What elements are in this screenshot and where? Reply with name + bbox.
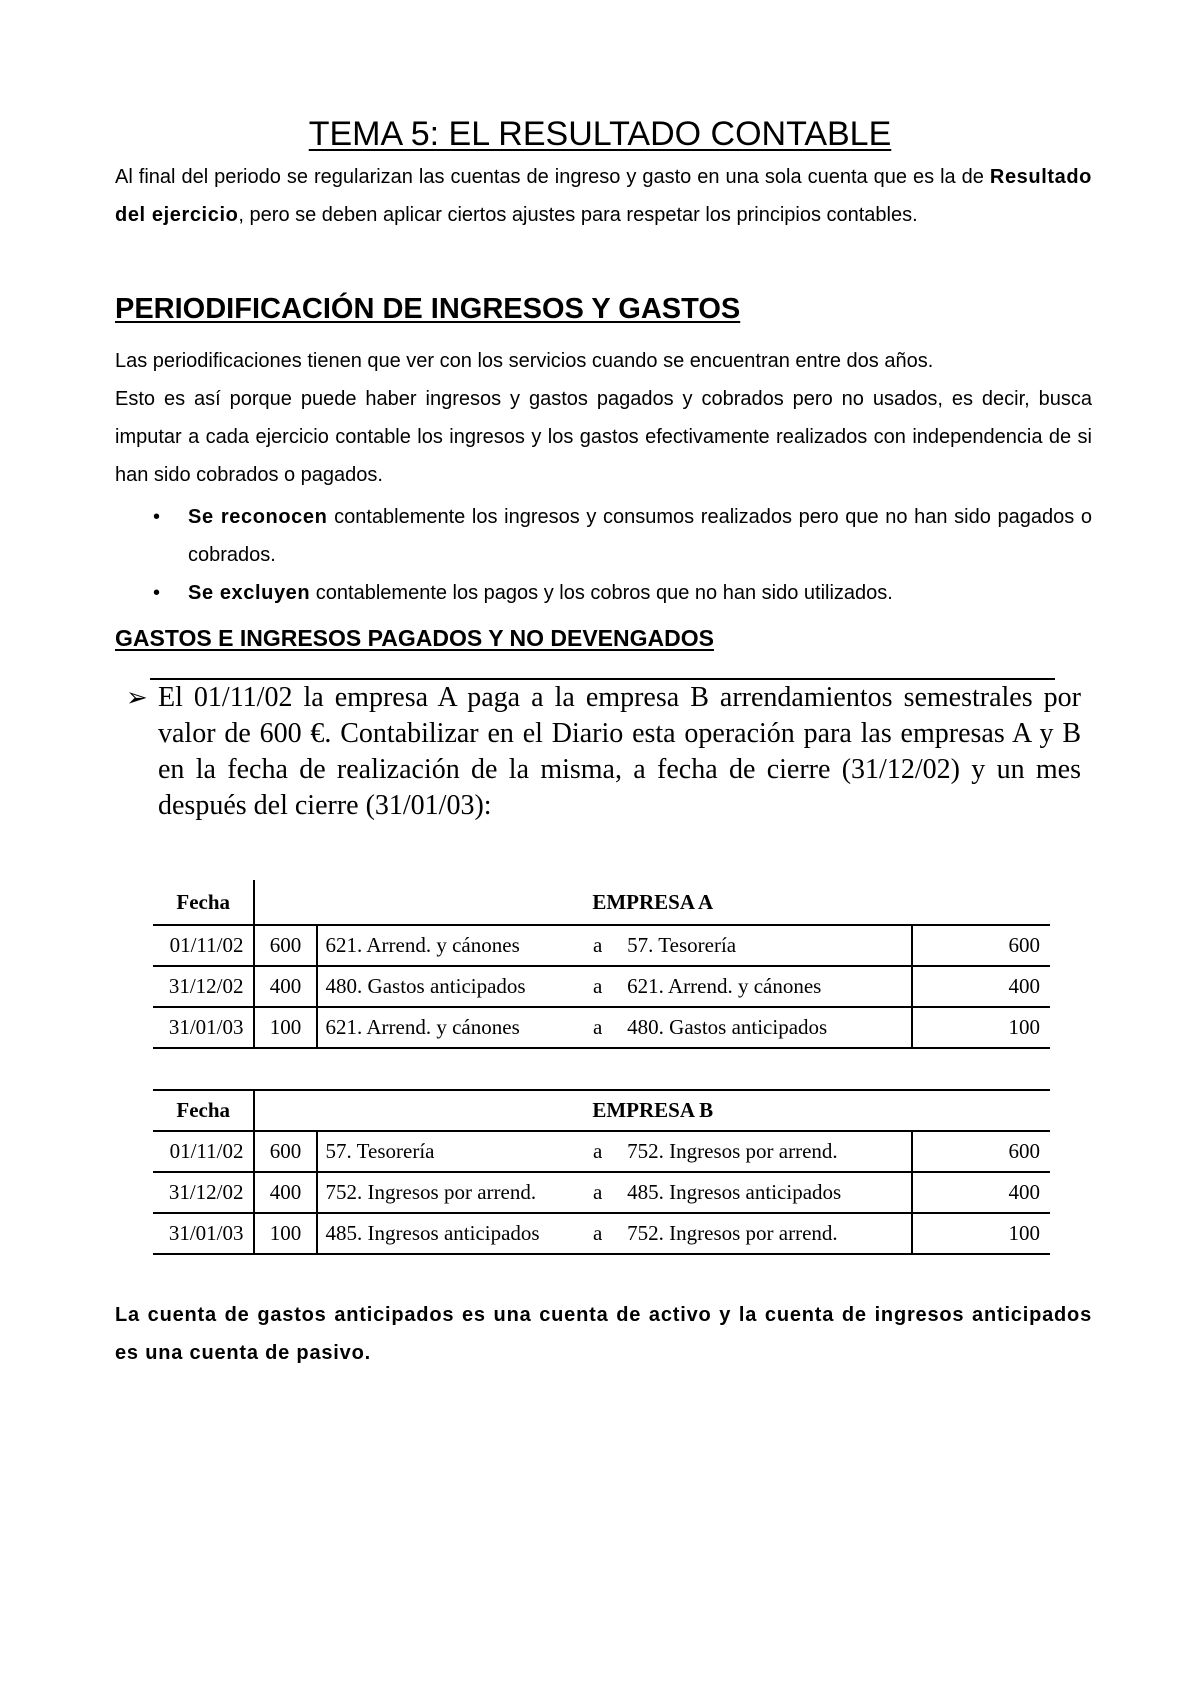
- table-row: [153, 925, 1050, 966]
- cell-total: 600: [912, 1131, 1050, 1172]
- table-row: [153, 966, 1050, 1007]
- table-header-row: [153, 880, 1050, 925]
- intro-paragraph: [115, 158, 1092, 234]
- bullet-icon: •: [153, 506, 161, 528]
- cell-amount: 100: [254, 1213, 316, 1254]
- section1-paragraph-1: Las periodificaciones tienen que ver con los servicios cuando se encuentran entre dos años.: [115, 350, 934, 372]
- cell-total: 600: [912, 925, 1050, 966]
- cell-credit-account: 752. Ingresos por arrend.: [627, 1131, 912, 1172]
- cell-fecha: 01/11/02: [153, 925, 254, 966]
- column-header-empresa: EMPRESA B: [254, 1090, 1050, 1131]
- section-heading-gastos-ingresos: GASTOS E INGRESOS PAGADOS Y NO DEVENGADOS: [115, 625, 714, 651]
- journal-table-empresa-a: [153, 880, 1050, 1049]
- intro-bold-term: Resultado del ejercicio: [115, 166, 1092, 226]
- cell-total: 100: [912, 1007, 1050, 1048]
- cell-total: 100: [912, 1213, 1050, 1254]
- cell-debit-account: 621. Arrend. y cánones: [317, 1007, 593, 1048]
- section1-paragraph-2: Esto es así porque puede haber ingresos y gastos pagados y cobrados pero no usados, es decir, busca imputar a cada ejercicio contable los ingresos y los gastos efectivamente realizados con independencia de si han sido cobrados o pagados.: [115, 388, 1092, 486]
- cell-credit-account: 752. Ingresos por arrend.: [627, 1213, 912, 1254]
- cell-fecha: 31/12/02: [153, 1172, 254, 1213]
- bullet-text: contablemente los ingresos y consumos realizados pero que no han sido pagados o cobrados.: [188, 506, 1092, 566]
- table-row: [153, 1007, 1050, 1048]
- table-header-row: [153, 1090, 1050, 1131]
- cell-debit-account: 752. Ingresos por arrend.: [317, 1172, 593, 1213]
- journal-table-empresa-b: [153, 1089, 1050, 1255]
- exercise-statement: [126, 680, 1081, 824]
- exercise-text: El 01/11/02 la empresa A paga a la empresa B arrendamientos semestrales por valor de 600 €. Contabilizar en el Diario esta operación para las empresas A y B en la fecha de realización de la misma, a fecha de cierre (31/12/02) y un mes después del cierre (31/01/03):: [158, 682, 1081, 821]
- cell-a: a: [593, 1131, 627, 1172]
- cell-a: a: [593, 1007, 627, 1048]
- arrow-bullet-icon: ➢: [126, 683, 148, 712]
- cell-amount: 100: [254, 1007, 316, 1048]
- column-header-empresa: EMPRESA A: [254, 880, 1050, 925]
- conclusion-paragraph: La cuenta de gastos anticipados es una cuenta de activo y la cuenta de ingresos anticipados es una cuenta de pasivo.: [115, 1304, 1092, 1364]
- cell-a: a: [593, 1213, 627, 1254]
- cell-fecha: 01/11/02: [153, 1131, 254, 1172]
- cell-amount: 400: [254, 1172, 316, 1213]
- cell-a: a: [593, 1172, 627, 1213]
- cell-amount: 600: [254, 1131, 316, 1172]
- cell-credit-account: 621. Arrend. y cánones: [627, 966, 912, 1007]
- page-title: TEMA 5: EL RESULTADO CONTABLE: [308, 115, 892, 153]
- cell-a: a: [593, 925, 627, 966]
- cell-amount: 600: [254, 925, 316, 966]
- cell-debit-account: 621. Arrend. y cánones: [317, 925, 593, 966]
- intro-text-1: Al final del periodo se regularizan las cuentas de ingreso y gasto en una sola cuenta que es la de: [115, 166, 990, 188]
- bullet-list: [115, 498, 1092, 612]
- cell-total: 400: [912, 1172, 1050, 1213]
- cell-fecha: 31/12/02: [153, 966, 254, 1007]
- column-header-fecha: Fecha: [153, 1090, 254, 1131]
- table-row: [153, 1131, 1050, 1172]
- cell-credit-account: 485. Ingresos anticipados: [627, 1172, 912, 1213]
- cell-amount: 400: [254, 966, 316, 1007]
- cell-fecha: 31/01/03: [153, 1007, 254, 1048]
- section-heading-periodificacion: PERIODIFICACIÓN DE INGRESOS Y GASTOS: [115, 293, 741, 325]
- table-row: [153, 1172, 1050, 1213]
- cell-debit-account: 480. Gastos anticipados: [317, 966, 593, 1007]
- cell-credit-account: 480. Gastos anticipados: [627, 1007, 912, 1048]
- list-item: [115, 574, 1092, 612]
- cell-a: a: [593, 966, 627, 1007]
- bullet-text: contablemente los pagos y los cobros que no han sido utilizados.: [310, 582, 893, 604]
- table-row: [153, 1213, 1050, 1254]
- cell-credit-account: 57. Tesorería: [627, 925, 912, 966]
- bullet-bold: Se reconocen: [188, 506, 328, 528]
- cell-fecha: 31/01/03: [153, 1213, 254, 1254]
- bullet-icon: •: [153, 582, 161, 604]
- bullet-bold: Se excluyen: [188, 582, 311, 604]
- cell-total: 400: [912, 966, 1050, 1007]
- intro-text-2: , pero se deben aplicar ciertos ajustes para respetar los principios contables.: [238, 204, 918, 226]
- cell-debit-account: 485. Ingresos anticipados: [317, 1213, 593, 1254]
- cell-debit-account: 57. Tesorería: [317, 1131, 593, 1172]
- list-item: [115, 498, 1092, 574]
- column-header-fecha: Fecha: [153, 880, 254, 925]
